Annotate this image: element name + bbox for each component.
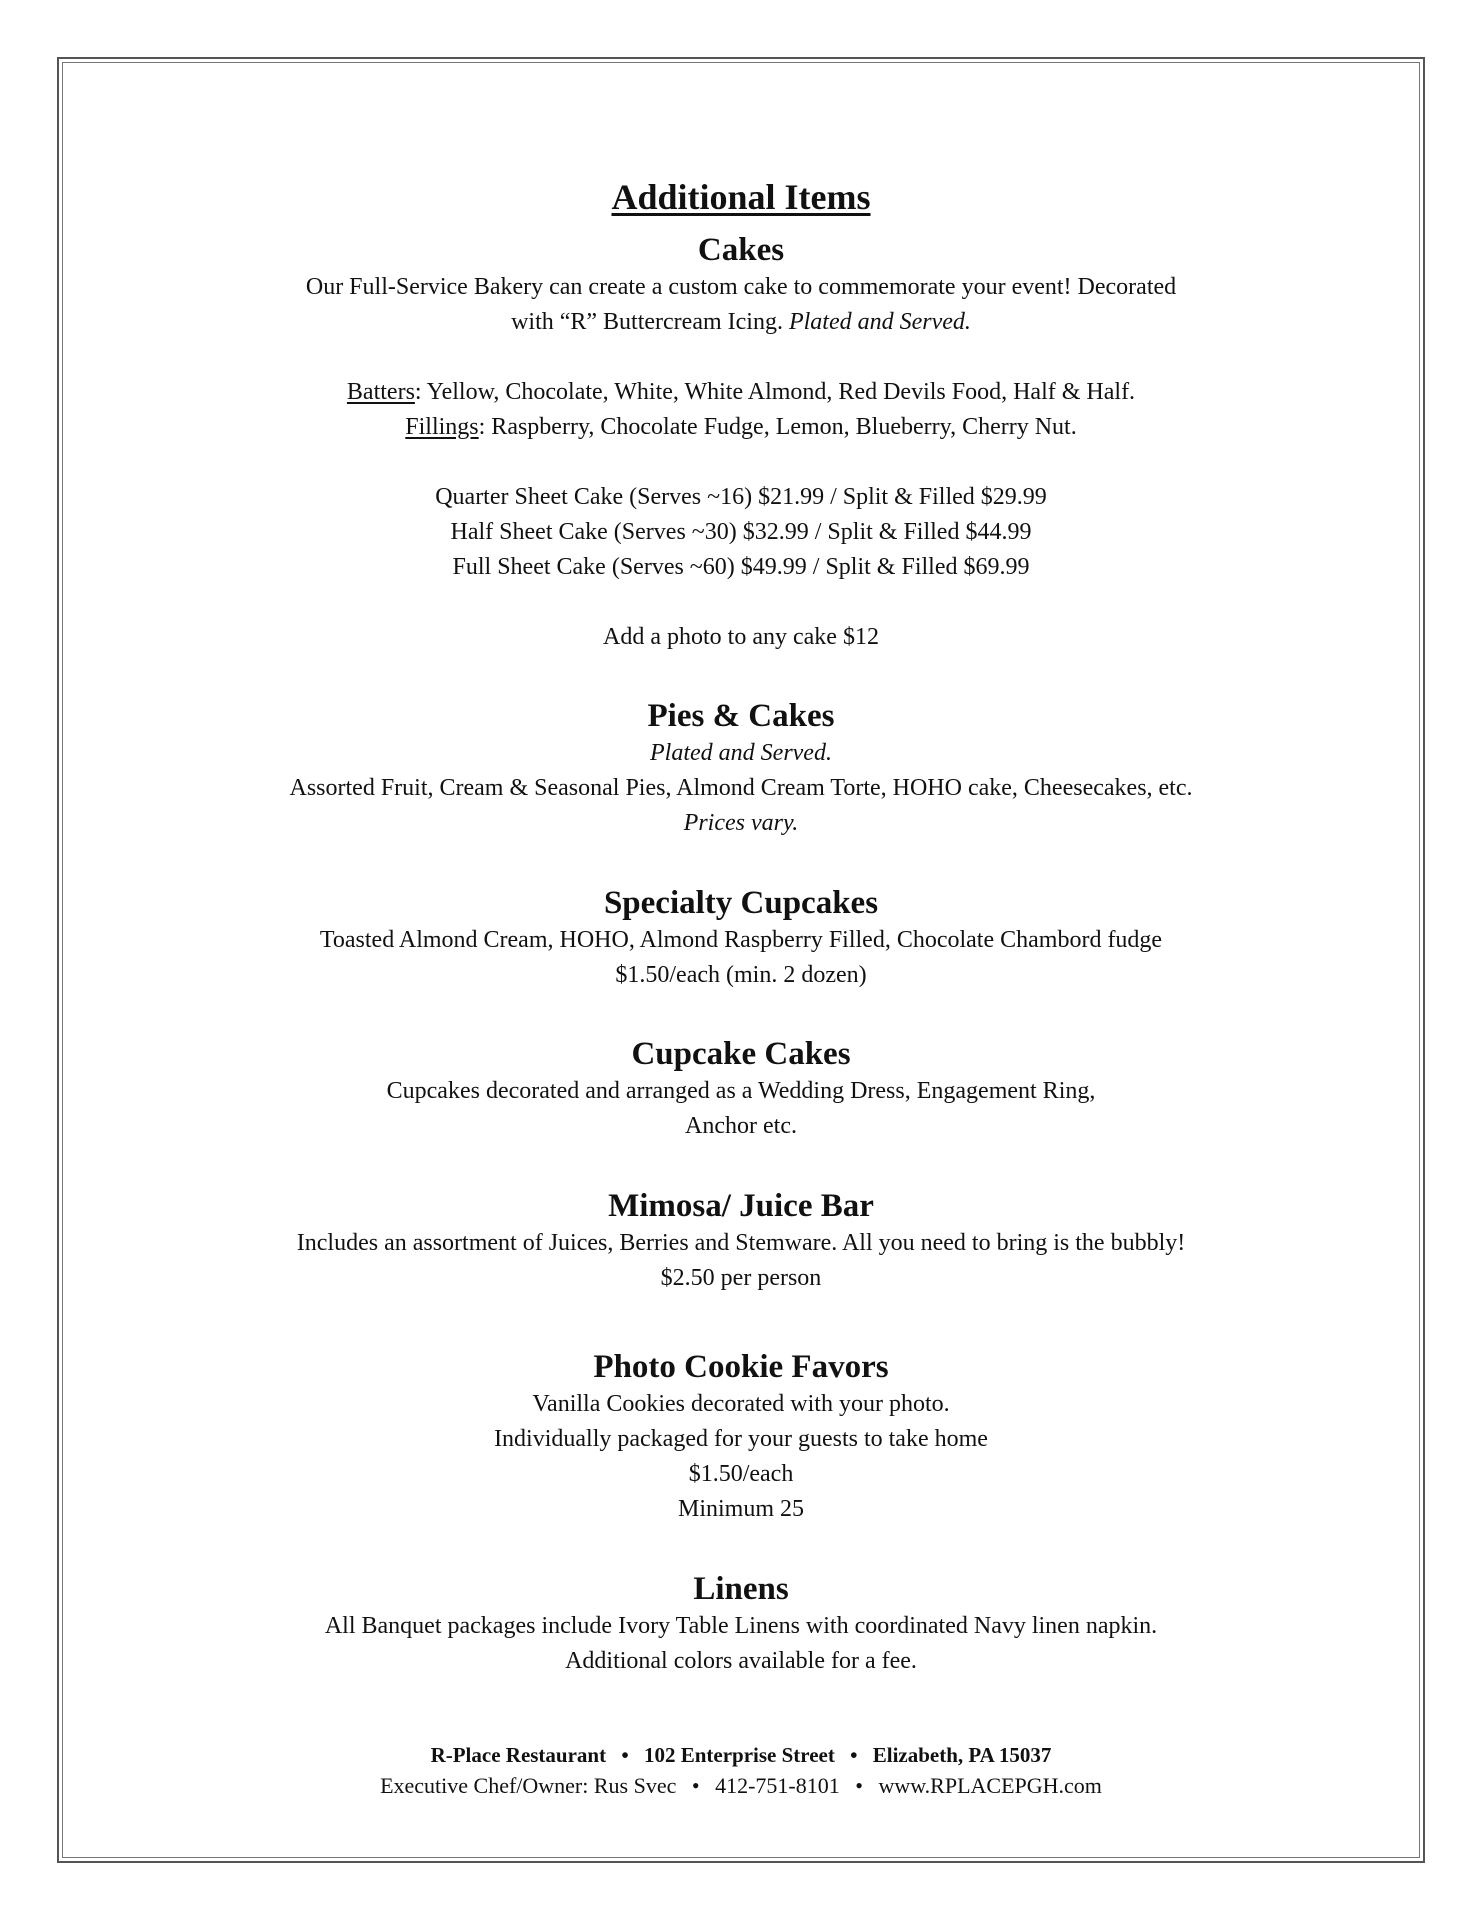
section-specialty-cupcakes: [62, 883, 1420, 993]
footer-street: 102 Enterprise Street: [643, 1743, 835, 1767]
cake-size-half: Half Sheet Cake (Serves ~30) $32.99 / Split & Filled $44.99: [450, 519, 1032, 545]
section-mimosa-bar: [62, 1186, 1420, 1296]
pies-items: Assorted Fruit, Cream & Seasonal Pies, Almond Cream Torte, HOHO cake, Cheesecakes, etc.: [289, 775, 1193, 801]
pies-price: Prices vary.: [683, 810, 799, 836]
linens-line-2: Additional colors available for a fee.: [565, 1648, 917, 1674]
batters-list: : Yellow, Chocolate, White, White Almond, Red Devils Food, Half & Half.: [414, 379, 1136, 405]
cookies-line-1: Vanilla Cookies decorated with your photo.: [532, 1391, 950, 1417]
cakes-plated-note: Plated and Served.: [788, 309, 971, 335]
pies-plated-note: Plated and Served.: [650, 740, 832, 766]
footer-address-line: [62, 1740, 1420, 1770]
section-cakes: [62, 230, 1420, 655]
cakes-intro-text: with “R” Buttercream Icing.: [511, 309, 789, 335]
cupcakes-price: $1.50/each (min. 2 dozen): [615, 962, 867, 988]
section-pies: [62, 696, 1420, 841]
section-heading-cupcake-cakes: Cupcake Cakes: [631, 1036, 851, 1072]
footer-phone: 412-751-8101: [715, 1773, 840, 1798]
section-heading-linens: Linens: [693, 1571, 789, 1607]
section-heading-cupcakes: Specialty Cupcakes: [603, 885, 879, 921]
footer: [62, 1740, 1420, 1802]
cakes-intro-line-1: Our Full-Service Bakery can create a custom cake to commemorate your event! Decorated: [305, 274, 1177, 300]
fillings-list: : Raspberry, Chocolate Fudge, Lemon, Blueberry, Cherry Nut.: [478, 414, 1077, 440]
section-heading-pies: Pies & Cakes: [647, 698, 835, 734]
section-photo-cookies: [62, 1347, 1420, 1527]
cake-size-full: Full Sheet Cake (Serves ~60) $49.99 / Split & Filled $69.99: [452, 554, 1030, 580]
bullet-separator: •: [691, 1773, 700, 1798]
section-linens: [62, 1569, 1420, 1679]
cakes-batters: [62, 375, 1420, 410]
cookies-minimum: Minimum 25: [677, 1496, 804, 1522]
mimosa-description: Includes an assortment of Juices, Berries and Stemware. All you need to bring is the bubbly!: [296, 1230, 1186, 1256]
cupcake-cakes-line-1: Cupcakes decorated and arranged as a Wedding Dress, Engagement Ring,: [386, 1078, 1096, 1104]
footer-city: Elizabeth, PA 15037: [872, 1743, 1052, 1767]
cookies-price: $1.50/each: [688, 1461, 794, 1487]
linens-line-1: All Banquet packages include Ivory Table Linens with coordinated Navy linen napkin.: [324, 1613, 1158, 1639]
section-cupcake-cakes: [62, 1034, 1420, 1144]
cake-size-quarter: Quarter Sheet Cake (Serves ~16) $21.99 / Split & Filled $29.99: [435, 484, 1047, 510]
section-heading-mimosa: Mimosa/ Juice Bar: [608, 1188, 874, 1224]
cake-photo-addon: Add a photo to any cake $12: [603, 624, 879, 650]
bullet-separator: •: [621, 1743, 629, 1767]
section-heading-cookies: Photo Cookie Favors: [593, 1349, 889, 1385]
section-heading-cakes: Cakes: [697, 232, 785, 268]
footer-restaurant-name: R-Place Restaurant: [430, 1743, 607, 1767]
cookies-line-2: Individually packaged for your guests to take home: [494, 1426, 988, 1452]
cakes-fillings: [62, 410, 1420, 445]
cakes-intro-line-2: [62, 305, 1420, 340]
cupcakes-items: Toasted Almond Cream, HOHO, Almond Raspberry Filled, Chocolate Chambord fudge: [319, 927, 1163, 953]
page-title: Additional Items: [611, 177, 871, 217]
batters-label: Batters: [346, 379, 415, 405]
bullet-separator: •: [855, 1773, 863, 1798]
mimosa-price: $2.50 per person: [660, 1265, 822, 1291]
footer-contact-line: [62, 1770, 1420, 1802]
bullet-separator: •: [850, 1743, 858, 1767]
cupcake-cakes-line-2: Anchor etc.: [685, 1113, 797, 1139]
fillings-label: Fillings: [405, 414, 479, 440]
footer-website: www.RPLACEPGH.com: [878, 1773, 1102, 1798]
footer-chef: Executive Chef/Owner: Rus Svec: [380, 1773, 677, 1798]
